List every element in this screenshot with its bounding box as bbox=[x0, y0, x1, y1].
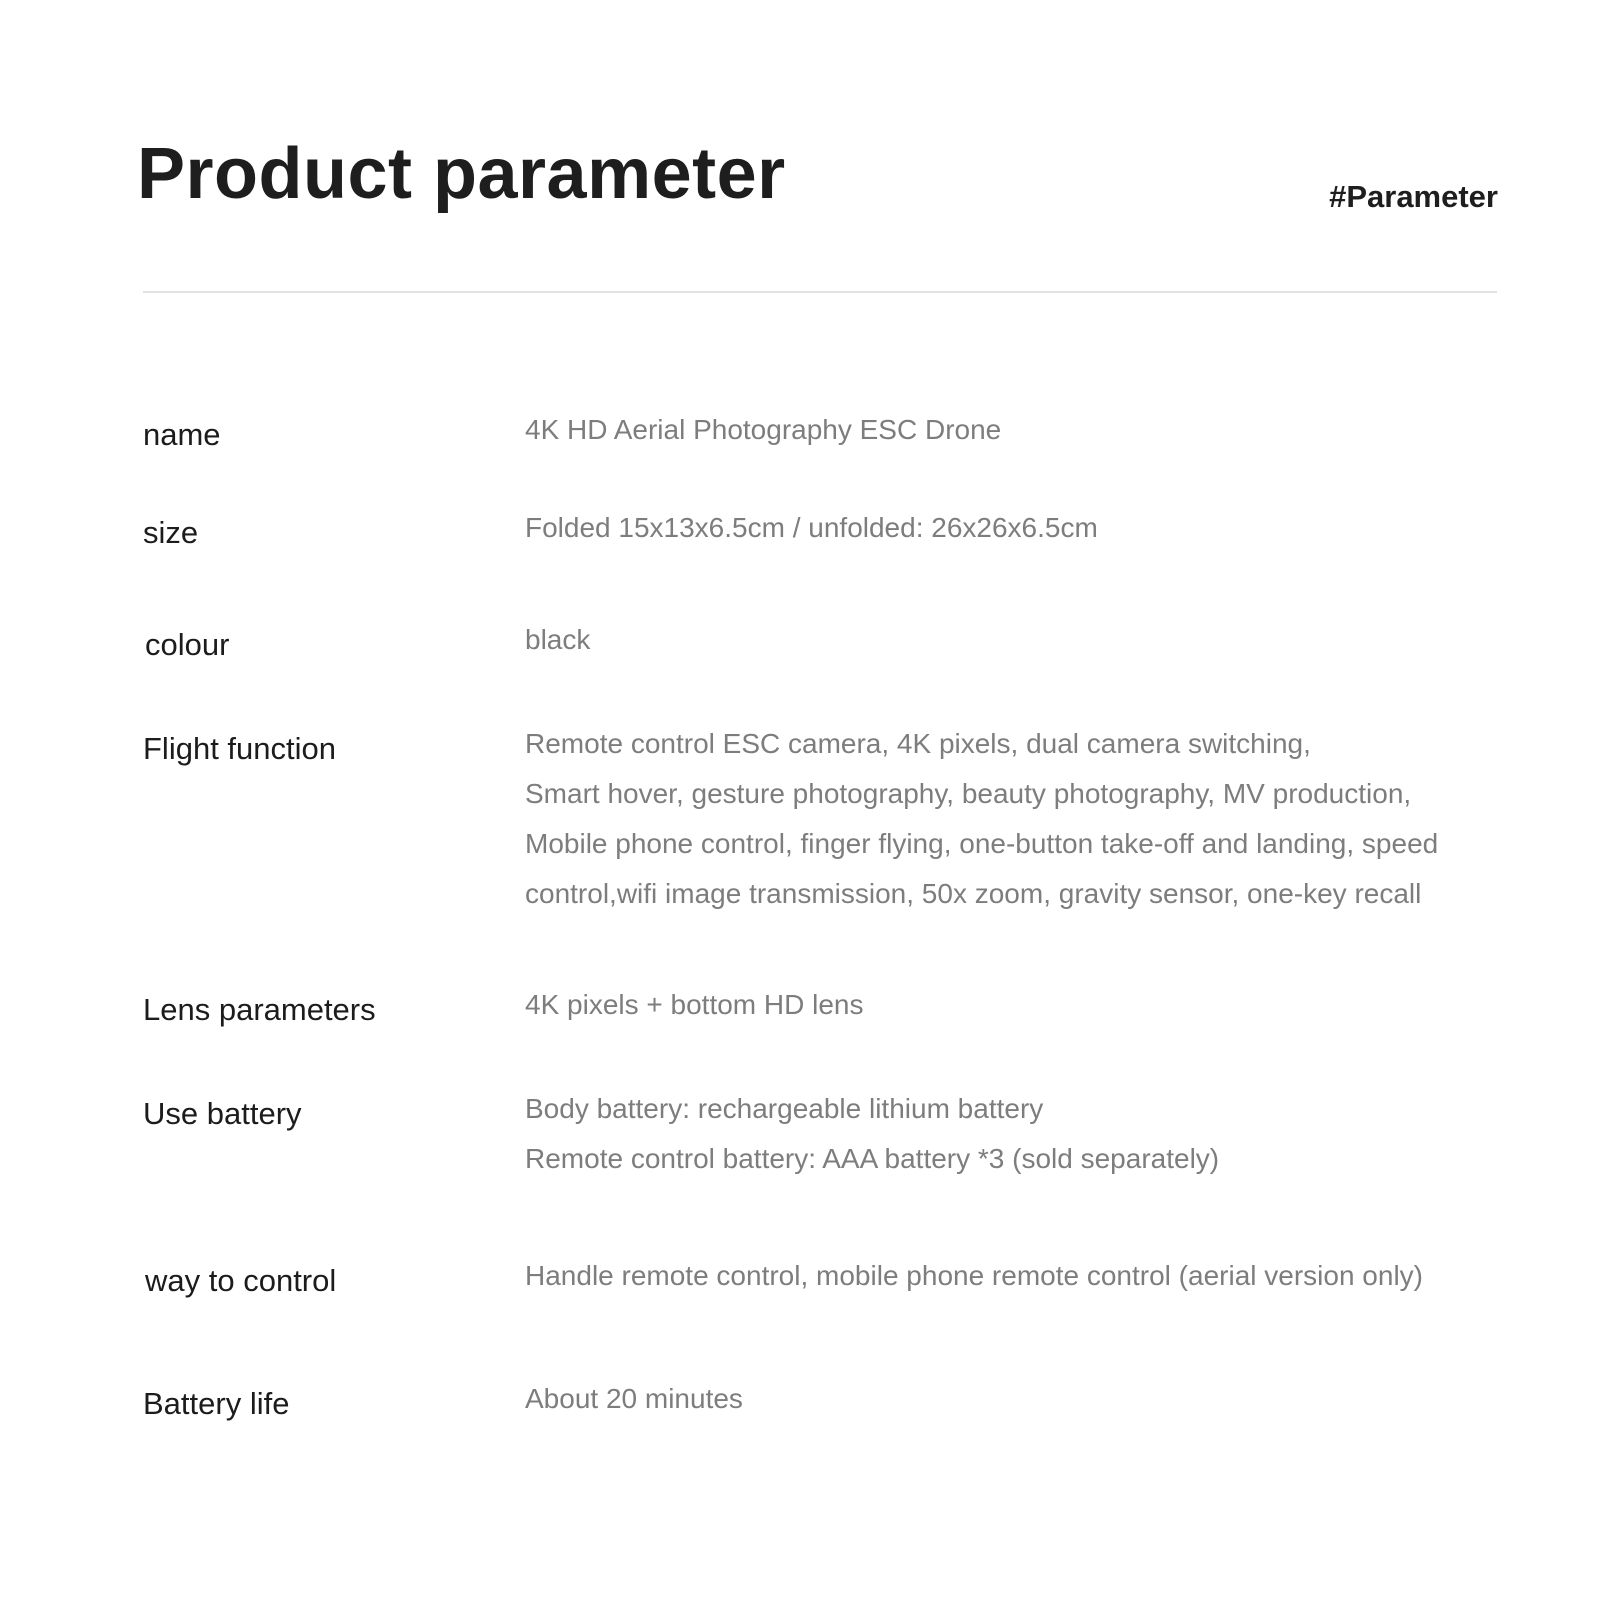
param-label: Lens parameters bbox=[143, 992, 376, 1027]
param-label: size bbox=[143, 515, 199, 550]
param-label: Flight function bbox=[143, 731, 336, 766]
param-value-line: Folded 15x13x6.5cm / unfolded: 26x26x6.5cm bbox=[525, 512, 1098, 543]
section-tag: #Parameter bbox=[1329, 179, 1498, 214]
param-label: way to control bbox=[145, 1263, 337, 1298]
param-value bbox=[525, 503, 1525, 553]
param-value-line: Body battery: rechargeable lithium battery bbox=[525, 1093, 1044, 1124]
param-value bbox=[525, 1084, 1525, 1184]
param-value-line: Handle remote control, mobile phone remote control (aerial version only) bbox=[525, 1260, 1423, 1291]
param-value bbox=[525, 719, 1525, 919]
param-label: Battery life bbox=[143, 1386, 290, 1421]
param-value bbox=[525, 1374, 1525, 1424]
param-value bbox=[525, 1251, 1525, 1301]
param-value bbox=[525, 615, 1525, 665]
param-label: name bbox=[143, 417, 221, 452]
param-value-line: black bbox=[525, 624, 591, 655]
param-value-line: About 20 minutes bbox=[525, 1383, 743, 1414]
param-value-line: 4K HD Aerial Photography ESC Drone bbox=[525, 414, 1002, 445]
param-value-line: Remote control battery: AAA battery *3 (sold separately) bbox=[525, 1143, 1220, 1174]
param-label: Use battery bbox=[143, 1096, 302, 1131]
param-value-line: Remote control ESC camera, 4K pixels, dual camera switching, bbox=[525, 728, 1311, 759]
header-divider bbox=[143, 291, 1497, 293]
param-label: colour bbox=[145, 627, 230, 662]
param-value-line: Smart hover, gesture photography, beauty photography, MV production, bbox=[525, 778, 1412, 809]
param-value-line: Mobile phone control, finger flying, one-button take-off and landing, speed bbox=[525, 828, 1439, 859]
param-value-line: 4K pixels + bottom HD lens bbox=[525, 989, 864, 1020]
page-title: Product parameter bbox=[137, 134, 786, 214]
param-value-line: control,wifi image transmission, 50x zoom, gravity sensor, one-key recall bbox=[525, 878, 1422, 909]
param-value bbox=[525, 980, 1525, 1030]
param-value bbox=[525, 405, 1525, 455]
